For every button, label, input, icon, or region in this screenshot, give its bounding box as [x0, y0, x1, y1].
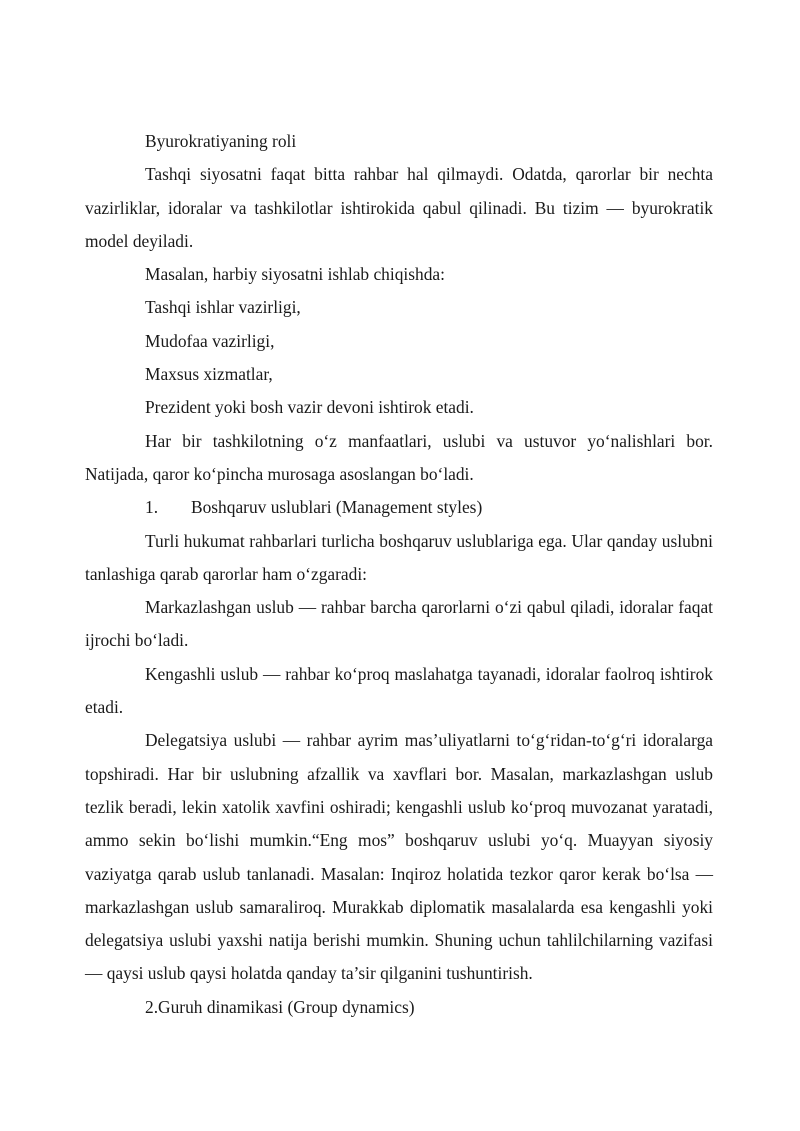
paragraph-organization-interests: Har bir tashkilotning o‘z manfaatlari, uslubi va ustuvor yo‘nalishlari bor. Natijada, qaror ko‘pincha murosaga asoslangan bo‘ladi. [85, 430, 713, 484]
paragraph-collegial-style: Kengashli uslub — rahbar ko‘proq maslahatga tayanadi, idoralar faolroq ishtirok etadi. [85, 663, 713, 718]
section-heading-bureaucracy-role: Byurokratiyaning roli [145, 131, 297, 151]
paragraph-military-policy-intro: Masalan, harbiy siyosatni ishlab chiqishda: [145, 264, 445, 285]
paragraph-centralized-style: Markazlashgan uslub — rahbar barcha qarorlarni o‘zi qabul qiladi, idoralar faqat ijrochi bo‘ladi. [85, 597, 713, 651]
section-number: 1. [145, 497, 159, 518]
list-item: Mudofaa vazirligi, [145, 330, 275, 351]
section-heading-group-dynamics: 2.Guruh dinamikasi (Group dynamics) [145, 996, 415, 1017]
section-title: Boshqaruv uslublari (Management styles) [191, 497, 483, 518]
paragraph-bureaucratic-model: Tashqi siyosatni faqat bitta rahbar hal qilmaydi. Odatda, qarorlar bir nechta vazirliklar, idoralar va tashkilotlar ishtirokida qabul qilinadi. Bu tizim — byurokratik model deyiladi. [85, 164, 713, 251]
numbered-heading-management-styles [85, 491, 713, 524]
list-item: Tashqi ishlar vazirligi, [145, 297, 301, 318]
list-item: Maxsus xizmatlar, [145, 364, 273, 385]
list-item: Prezident yoki bosh vazir devoni ishtirok etadi. [145, 397, 474, 418]
paragraph-leadership-styles: Turli hukumat rahbarlari turlicha boshqaruv uslublariga ega. Ular qanday uslubni tanlashiga qarab qarorlar ham o‘zgaradi: [85, 530, 713, 584]
paragraph-delegation-style: Delegatsiya uslubi — rahbar ayrim mas’uliyatlarni to‘g‘ridan-to‘g‘ri idoralarga topshiradi. Har bir uslubning afzallik va xavflari bor. Masalan, markazlashgan uslub tezlik beradi, lekin xatolik xavfini oshiradi; kengashli uslub ko‘proq muvozanat yaratadi, ammo sekin bo‘lishi mumkin.“Eng mos” boshqaruv uslubi yo‘q. Muayyan siyosiy vaziyatga qarab uslub tanlanadi. Masalan: Inqiroz holatida tezkor qaror kerak bo‘lsa — markazlashgan uslub samaraliroq. Murakkab diplomatik masalalarda esa kengashli yoki delegatsiya uslubi yaxshi natija berishi mumkin. Shuning uchun tahlilchilarning vazifasi — qaysi uslub qaysi holatda qanday ta’sir qilganini tushuntirish. [85, 730, 713, 984]
